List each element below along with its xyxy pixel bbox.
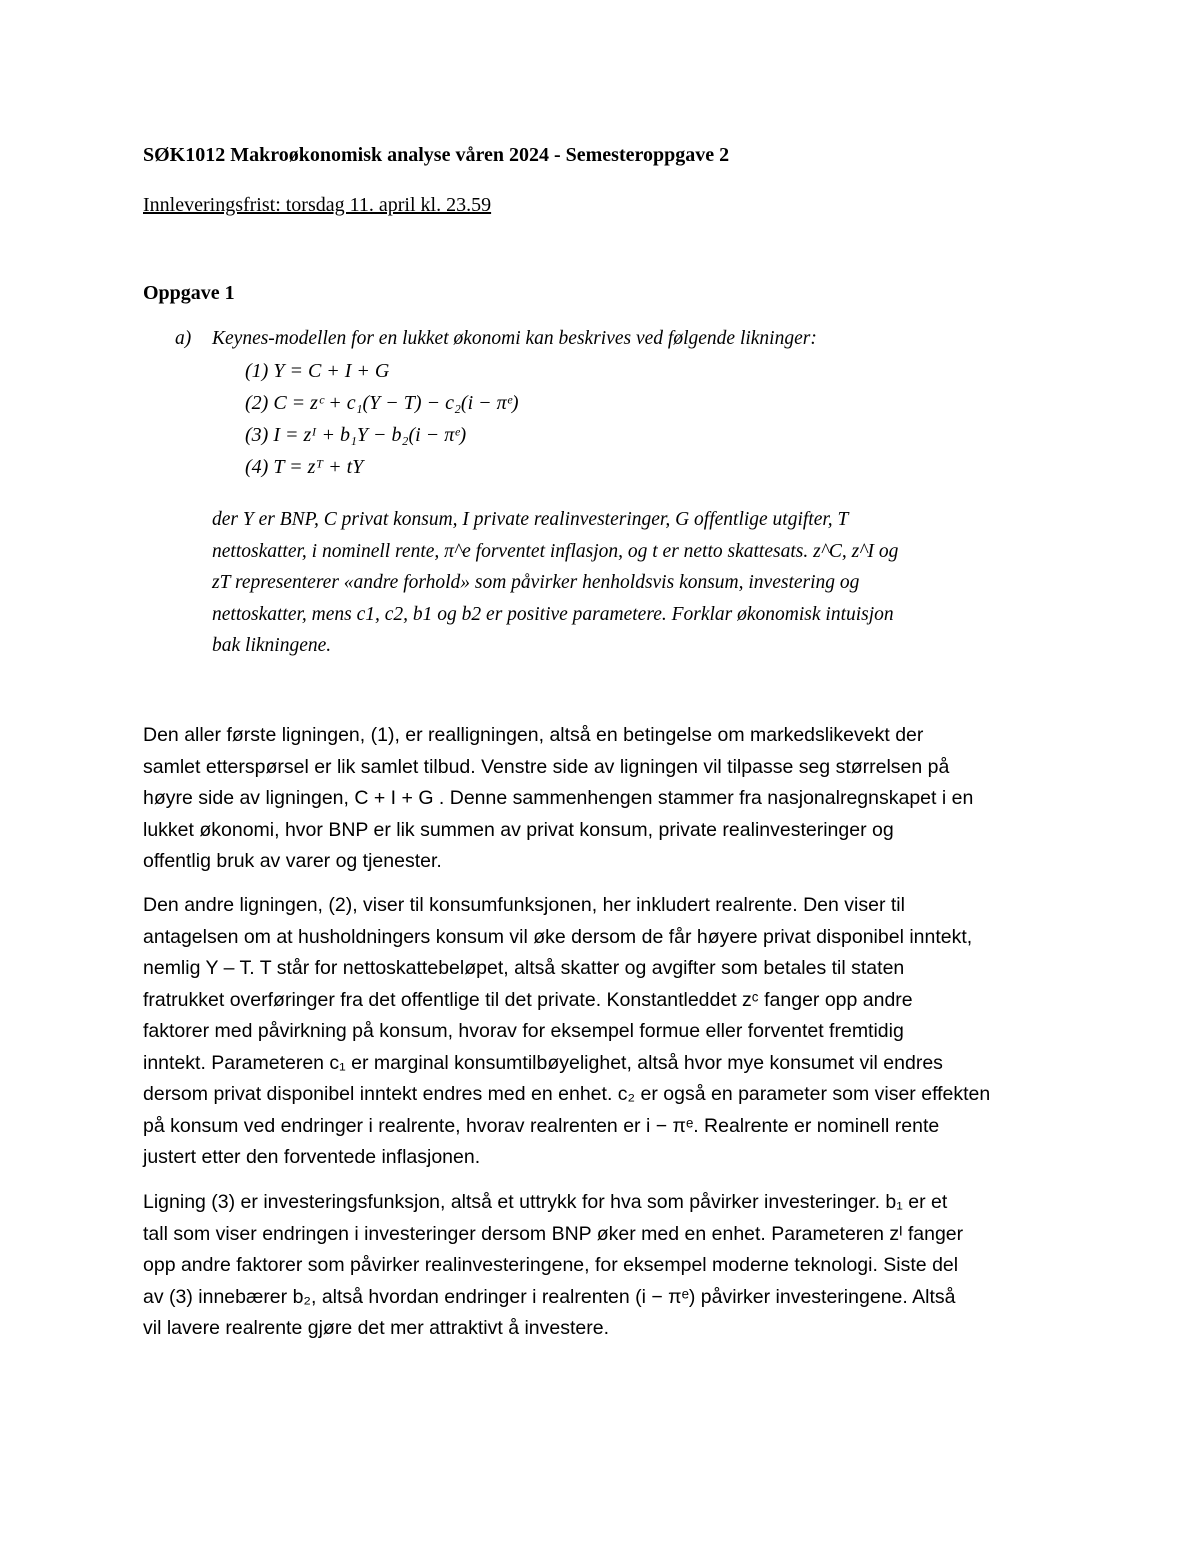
paragraph-line: tall som viser endringen i investeringer dersom BNP øker med en enhet. Parameteren zᴵ fanger xyxy=(143,1222,964,1245)
deadline-text: Innleveringsfrist: torsdag 11. april kl. 23.59 xyxy=(143,194,492,216)
paragraph-line: Ligning (3) er investeringsfunksjon, altså et uttrykk for hva som påvirker investeringer. b₁ er et xyxy=(143,1191,948,1213)
paragraph-line: Den aller første ligningen, (1), er realligningen, altså en betingelse om markedslikevekt der xyxy=(143,724,924,746)
answer-paragraph-3 xyxy=(143,1187,1073,1345)
answer-paragraph-2 xyxy=(143,890,1073,1174)
item-label: a) xyxy=(175,328,192,349)
paragraph-line: offentlig bruk av varer og tjenester. xyxy=(143,850,442,872)
paragraph-line: høyre side av ligningen, C + I + G . Denne sammenhengen stammer fra nasjonalregnskapet i en xyxy=(143,787,974,809)
explanation-line: bak likningene. xyxy=(212,635,332,656)
paragraph-line: justert etter den forventede inflasjonen. xyxy=(143,1146,481,1168)
task-heading: Oppgave 1 xyxy=(143,282,235,304)
explanation-line: nettoskatter, i nominell rente, π^e forventet inflasjon, og t er netto skattesats. z^C, z^I og xyxy=(212,540,899,562)
explanation-line: der Y er BNP, C privat konsum, I private realinvesteringer, G offentlige utgifter, T xyxy=(212,509,849,530)
paragraph-line: nemlig Y – T. T står for nettoskattebeløpet, altså skatter og avgifter som betales til staten xyxy=(143,957,905,979)
answer-paragraph-1 xyxy=(143,720,1073,878)
paragraph-line: samlet etterspørsel er lik samlet tilbud. Venstre side av ligningen vil tilpasse seg størrelsen på xyxy=(143,755,950,778)
paragraph-line: på konsum ved endringer i realrente, hvorav realrenten er i − πᵉ. Realrente er nominell rente xyxy=(143,1114,940,1137)
equation-2: (2) C = zᶜ + c₁(Y − T) − c₂(i − πᵉ) xyxy=(245,392,519,414)
equation-3: (3) I = zᴵ + b₁Y − b₂(i − πᵉ) xyxy=(245,424,467,446)
paragraph-line: inntekt. Parameteren c₁ er marginal konsumtilbøyelighet, altså hvor mye konsumet vil endres xyxy=(143,1051,943,1074)
equation-4: (4) T = zᵀ + tY xyxy=(245,456,364,478)
paragraph-line: dersom privat disponibel inntekt endres med en enhet. c₂ er også en parameter som viser effekten xyxy=(143,1083,991,1105)
explanation-line: zT representerer «andre forhold» som påvirker henholdsvis konsum, investering og xyxy=(212,572,860,593)
paragraph-line: Den andre ligningen, (2), viser til konsumfunksjonen, her inkludert realrente. Den viser til xyxy=(143,894,905,916)
paragraph-line: vil lavere realrente gjøre det mer attraktivt å investere. xyxy=(143,1317,610,1339)
paragraph-line: opp andre faktorer som påvirker realinvesteringene, for eksempel moderne teknologi. Siste del xyxy=(143,1254,959,1276)
paragraph-line: fratrukket overføringer fra det offentlige til det private. Konstantleddet zᶜ fanger opp andre xyxy=(143,988,913,1011)
equation-explanation xyxy=(212,504,1072,662)
paragraph-line: antagelsen om at husholdningers konsum vil øke dersom de får høyere privat disponibel inntekt, xyxy=(143,925,973,948)
equation-1: (1) Y = C + I + G xyxy=(245,360,390,382)
paragraph-line: faktorer med påvirkning på konsum, hvorav for eksempel formue eller forventet fremtidig xyxy=(143,1020,904,1042)
item-intro: Keynes-modellen for en lukket økonomi kan beskrives ved følgende likninger: xyxy=(212,328,817,349)
explanation-line: nettoskatter, mens c1, c2, b1 og b2 er positive parametere. Forklar økonomisk intuisjon xyxy=(212,603,894,625)
paragraph-line: lukket økonomi, hvor BNP er lik summen av privat konsum, private realinvesteringer og xyxy=(143,818,894,841)
paragraph-line: av (3) innebærer b₂, altså hvordan endringer i realrenten (i − πᵉ) påvirker investeringene. Altså xyxy=(143,1285,956,1308)
document-title: SØK1012 Makroøkonomisk analyse våren 2024 - Semesteroppgave 2 xyxy=(143,144,730,166)
